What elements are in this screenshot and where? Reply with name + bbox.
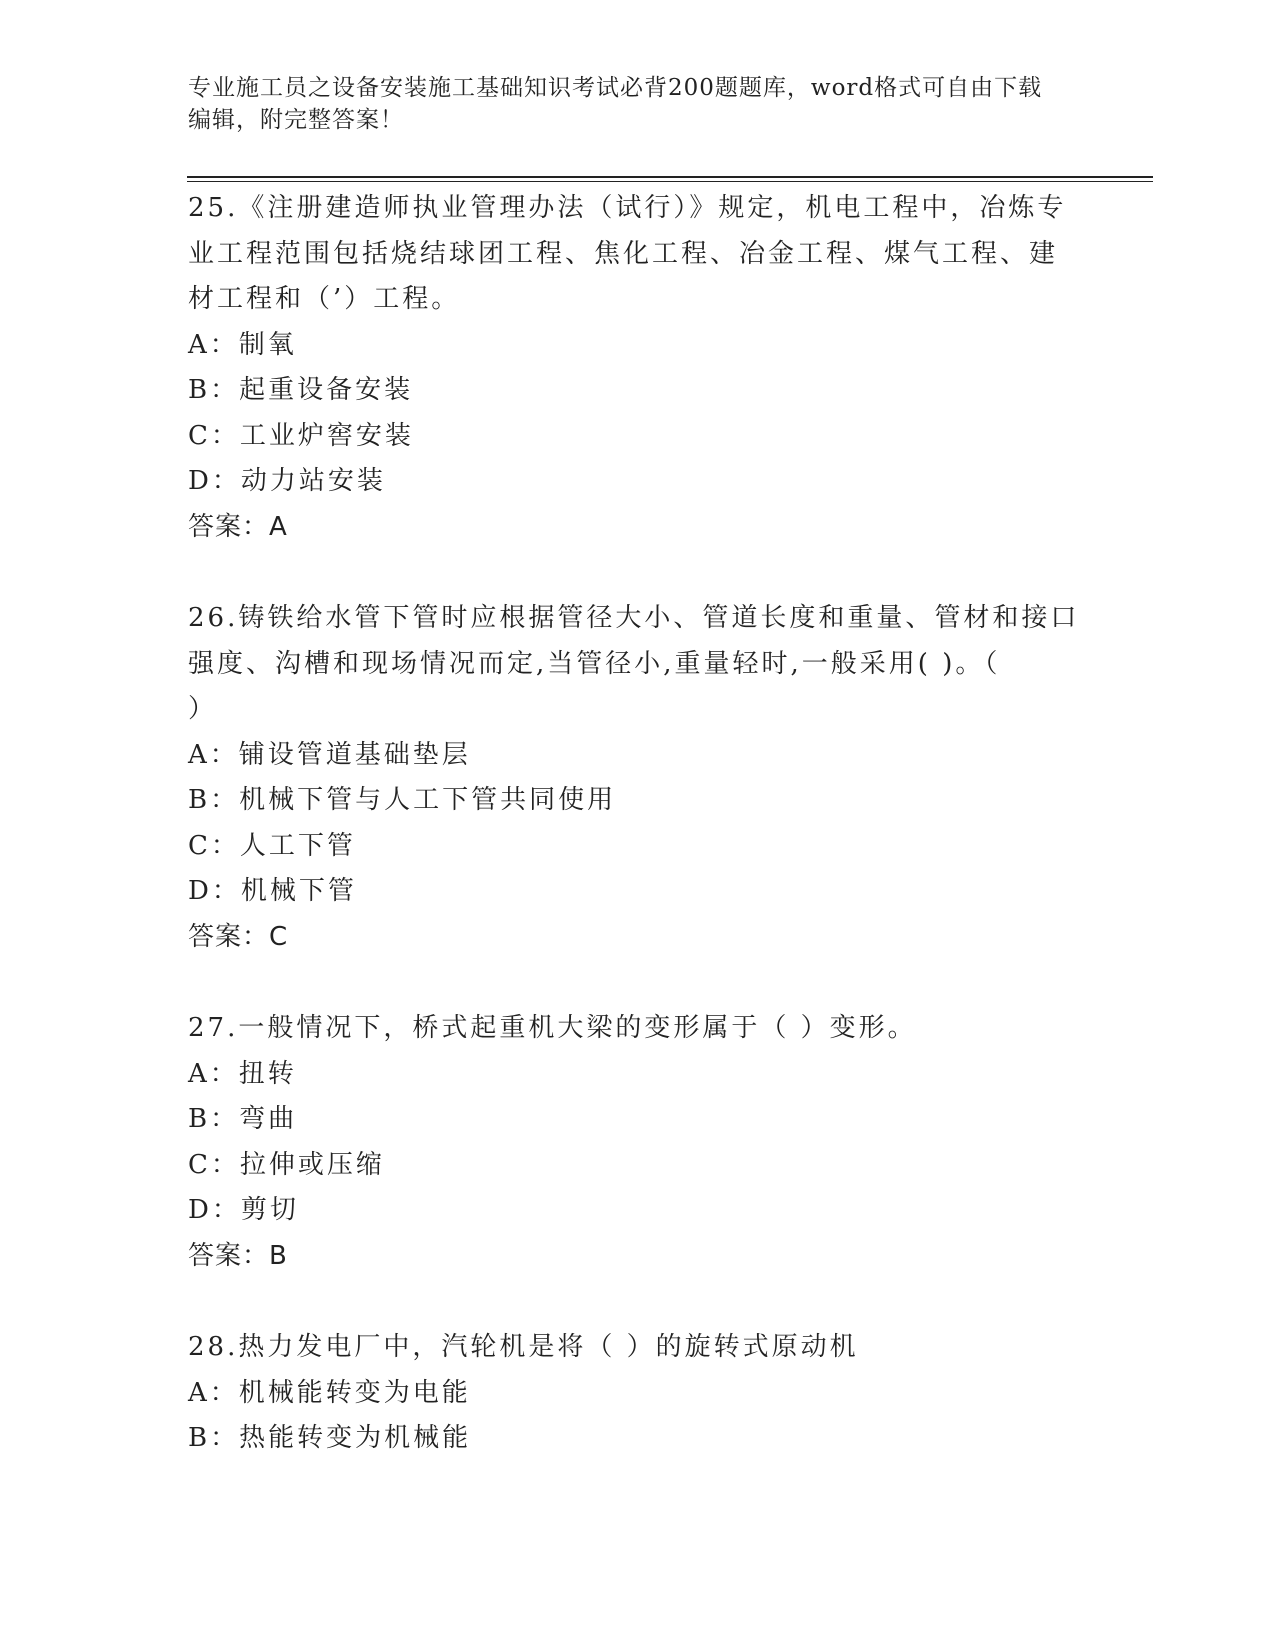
question-gap: [188, 1279, 1088, 1325]
question-26: [188, 596, 1088, 960]
question-gap: [188, 960, 1088, 1006]
question-stem-line: ）: [188, 694, 218, 724]
header-divider-thick: [187, 176, 1153, 178]
option-a: A：铺设管道基础垫层: [188, 739, 471, 770]
question-stem-line: 27.一般情况下，桥式起重机大梁的变形属于（ ）变形。: [188, 1013, 917, 1043]
question-28: [188, 1325, 1088, 1462]
header-line-2: 编辑，附完整答案！: [188, 107, 404, 133]
option-d: D：动力站安装: [188, 466, 386, 496]
question-stem-line: 业工程范围包括烧结球团工程、焦化工程、冶金工程、煤气工程、建: [188, 238, 1059, 269]
question-25: [188, 186, 1088, 550]
header-line-1: 专业施工员之设备安装施工基础知识考试必背200题题库，word格式可自由下载: [188, 75, 1043, 101]
option-a: A：制氧: [188, 329, 297, 360]
option-d: D：剪切: [188, 1195, 299, 1225]
question-stem-line: 26.铸铁给水管下管时应根据管径大小、管道长度和重量、管材和接口: [188, 603, 1080, 633]
question-gap: [188, 550, 1088, 596]
question-stem-line: 28.热力发电厂中，汽轮机是将（ ）的旋转式原动机: [188, 1332, 859, 1362]
option-d: D：机械下管: [188, 876, 357, 906]
option-c: C：人工下管: [188, 830, 356, 861]
answer-line: 答案：A: [188, 511, 288, 542]
question-list: [188, 186, 1088, 1462]
question-stem-line: 25.《注册建造师执业管理办法（试行）》规定，机电工程中，冶炼专: [188, 193, 1067, 223]
option-c: C：工业炉窖安装: [188, 420, 414, 451]
answer-line: 答案：C: [188, 921, 289, 952]
question-stem-line: 强度、沟槽和现场情况而定,当管径小,重量轻时,一般采用( )。（: [188, 648, 1001, 679]
option-b: B：起重设备安装: [188, 375, 414, 405]
header-divider-thin: [187, 181, 1153, 182]
option-c: C：拉伸或压缩: [188, 1149, 385, 1180]
question-stem-line: 材工程和（’）工程。: [188, 284, 461, 314]
option-b: B：热能转变为机械能: [188, 1423, 472, 1453]
answer-line: 答案：B: [188, 1240, 288, 1271]
option-a: A：扭转: [188, 1058, 297, 1089]
option-b: B：弯曲: [188, 1104, 298, 1134]
option-b: B：机械下管与人工下管共同使用: [188, 785, 617, 815]
option-a: A：机械能转变为电能: [188, 1377, 471, 1408]
question-27: [188, 1006, 1088, 1279]
document-header: [188, 72, 1088, 136]
